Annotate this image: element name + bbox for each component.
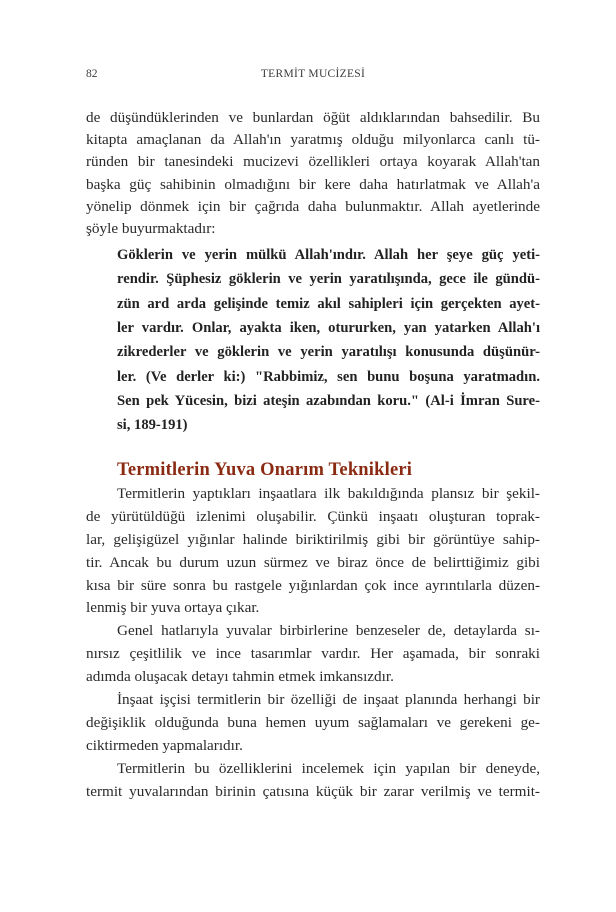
text-line: lar, gelişigüzel yığınlar halinde biriktirilmiş gibi bir görüntüye sahip-: [86, 531, 540, 548]
quote-line: Göklerin ve yerin mülkü Allah'ındır. Allah her şeye güç yeti-: [117, 247, 540, 263]
running-head: [86, 68, 540, 84]
text-line: de düşündüklerinden ve bunlardan öğüt aldıklarından bahsedilir. Bu: [86, 109, 540, 126]
quote-line: rendir. Şüphesiz göklerin ve yerin yaratılışında, gece ile gündü-: [117, 271, 540, 287]
text-line: değişiklik olduğunda buna hemen uyum sağlamaları ve gerekeni ge-: [86, 714, 540, 731]
text-line: Genel hatlarıyla yuvalar birbirlerine benzeseler de, detaylarda sı-: [117, 622, 540, 639]
text-line: Termitlerin bu özelliklerini incelemek için yapılan bir deneyde,: [117, 760, 540, 777]
page-number: 82: [86, 68, 98, 80]
text-line: başka güç sahibinin olmadığını bir kere daha hatırlatmak ve Allah'a: [86, 176, 540, 193]
quote-line: ler vardır. Onlar, ayakta iken, otururken, yan yatarken Allah'ı: [117, 320, 540, 336]
text-line: İnşaat işçisi termitlerin bir özelliği de inşaat planında herhangi bir: [117, 691, 540, 708]
text-line: tir. Ancak bu durum uzun sürmez ve biraz önce de belirttiğimiz gibi: [86, 554, 540, 571]
text-line: adımda oluşacak detayı tahmin etmek imkansızdır.: [86, 668, 394, 685]
text-line: kitapta amaçlanan da Allah'ın yaratmış olduğu milyonlarca canlı tü-: [86, 131, 540, 148]
quote-line: si, 189-191): [117, 417, 188, 433]
text-line: termit yuvalarından birinin çatısına küçük bir zarar verilmiş ve termit-: [86, 783, 540, 800]
text-line: ciktirmeden yapmalarıdır.: [86, 737, 243, 754]
text-line: kısa bir süre sonra bu rastgele yığınlardan çok ince ayrıntılarla düzen-: [86, 577, 540, 594]
text-line: nırsız çeşitlilik ve ince tasarımlar vardır. Her aşamada, bir sonraki: [86, 645, 540, 662]
text-line: lenmiş bir yuva ortaya çıkar.: [86, 599, 260, 616]
book-title: TERMİT MUCİZESİ: [260, 68, 366, 80]
text-line: şöyle buyurmaktadır:: [86, 220, 216, 237]
quote-line: zün ard arda gelişinde temiz akıl sahipleri için gerçekten ayet-: [117, 296, 540, 312]
text-line: ründen bir tanesindeki mucizevi özellikleri ortaya koyarak Allah'tan: [86, 153, 540, 170]
text-line: de yürütüldüğü izlenimi oluşabilir. Çünkü inşaatı oluşturan toprak-: [86, 508, 540, 525]
text-line: Termitlerin yaptıkları inşaatlara ilk bakıldığında plansız bir şekil-: [117, 485, 540, 502]
quote-line: ler. (Ve derler ki:) "Rabbimiz, sen bunu boşuna yaratmadın.: [117, 369, 540, 385]
section-heading: Termitlerin Yuva Onarım Teknikleri: [117, 460, 413, 480]
text-line: yönelip dönmek için bir çağrıda daha bulunmaktır. Allah ayetlerinde: [86, 198, 540, 215]
quote-line: zikrederler ve göklerin ve yerin yaratılışı konusunda düşünür-: [117, 344, 540, 360]
quote-line: Sen pek Yücesin, bizi ateşin azabından koru." (Al-i İmran Sure-: [117, 393, 540, 409]
